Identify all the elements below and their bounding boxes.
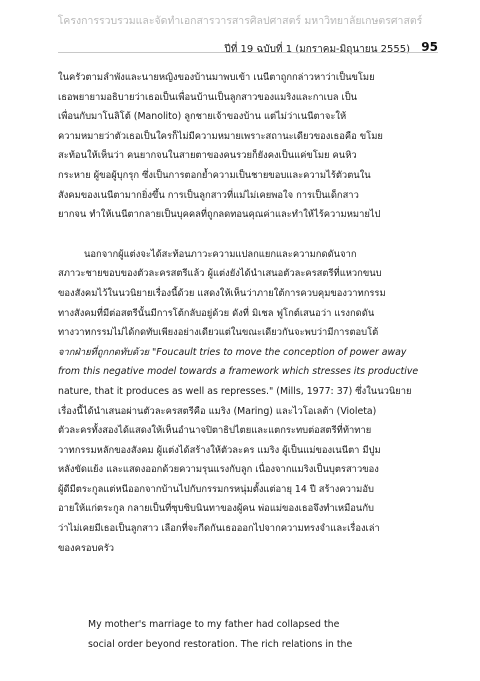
text-line: สะท้อนให้เห็นว่า คนยากจนในสายตาของคนรวยก็ยังคงเป็นแค่ขโมย คนหิว <box>58 150 357 162</box>
text-line: เธอพยายามอธิบายว่าเธอเป็นเพื่อนบ้านเป็นลูกสาวของแมริงและกาเบล เป็น <box>58 91 358 103</box>
page-number: 95 <box>421 40 438 54</box>
quote-line: social order beyond restoration. The rich relations in the <box>88 638 353 650</box>
text-line: อายให้แก่ตระกูล กลายเป็นที่ซุบซิบนินทาของผู้คน พ่อแม่ของเธอจึงทำเหมือนกับ <box>58 503 374 515</box>
header-divider <box>58 52 438 53</box>
block-quote <box>88 613 438 652</box>
text-line: ผู้ดีมีตระกูลแต่หนีออกจากบ้านไปกับกรรมกรหนุ่มตั้งแต่อายุ 14 ปี สร้างความอับ <box>58 483 374 495</box>
text-line: หลังขัดแย้ง และแสดงออกด้วยความรุนแรงกับลูก เนื่องจากแมริงเป็นบุตรสาวของ <box>58 464 379 476</box>
article-body <box>58 68 446 558</box>
project-header-watermark: โครงการรวบรวมและจัดทำเอกสารวารสารศิลปศาสตร์ มหาวิทยาลัยเกษตรศาสตร์ <box>57 15 423 27</box>
paragraph-1 <box>58 68 446 225</box>
text-line: ทางวาทกรรมไม่ได้กดทับเพียงอย่างเดียวแต่ในขณะเดียวกันจะพบว่ามีการตอบโต้ <box>58 327 379 339</box>
text-line: ในครัวตามลำพังและนายหญิงของบ้านมาพบเข้า เนนีตาถูกกล่าวหาว่าเป็นขโมย <box>58 72 375 83</box>
text-line: from this negative model towards a framework which stresses its productive <box>58 366 419 378</box>
text-line: ของครอบครัว <box>58 542 115 554</box>
text-line: ความหมายว่าตัวเธอเป็นใครก็ไม่มีความหมายเพราะสถานะเดียวของเธอคือ ขโมย <box>58 130 383 142</box>
paragraph-gap <box>58 225 446 245</box>
text-line: วาทกรรมหลักของสังคม ผู้แต่งได้สร้างให้ตัวละคร แมริง ผู้เป็นแม่ของเนนีตา มีปูม <box>58 444 381 456</box>
quote-line: My mother's marriage to my father had collapsed the <box>88 619 340 630</box>
text-line: สภาวะชายขอบของตัวละครสตรีแล้ว ผู้แต่งยังได้นำเสนอตัวละครสตรีที่แหวกขนบ <box>58 268 382 280</box>
text-line: ว่าไม่เคยมีเธอเป็นลูกสาว เลือกที่จะกีดกันเธอออกไปจากความทรงจำและเรื่องเล่า <box>58 523 380 535</box>
text-line: nature, that it produces as well as represses." (Mills, 1977: 37) ซึ่งในนวนิยาย <box>58 385 412 397</box>
text-line: ตัวละครทั้งสองได้แสดงให้เห็นอำนาจปิตาธิปไตยและแตกระทบต่อสตรีที่ท้าทาย <box>58 425 372 437</box>
text-line: สังคมของเนนีตามากยิ่งขึ้น การเป็นลูกสาวที่แม่ไม่เคยพอใจ การเป็นเด็กสาว <box>58 189 359 201</box>
text-line: เพื่อนกับมาโนลิโต้ (Manolito) ลูกชายเจ้าของบ้าน แต่ไม่ว่าเนนีตาจะให้ <box>58 111 347 123</box>
text-line: เรื่องนี้ได้นำเสนอผ่านตัวละครสตรีคือ แมริง (Maring) และไวโอเลต้า (Violeta) <box>58 405 377 417</box>
issue-info: ปีที่ 19 ฉบับที่ 1 (มกราคม-มิถุนายน 2555) <box>224 44 410 55</box>
text-line: ยากจน ทำให้เนนีตากลายเป็นบุคคลที่ถูกลดทอนคุณค่าและทำให้ไร้ความหมายไป <box>58 209 381 221</box>
text-line: กระหาย ผู้ขอผู้บุกรุก ซึ่งเป็นการตอกย้ำความเป็นชายขอบและความไร้ตัวตนใน <box>58 169 371 181</box>
text-line-indented: นอกจากผู้แต่งจะได้สะท้อนภาวะความแปลกแยกและความกดดันจาก <box>84 248 357 260</box>
paragraph-2 <box>58 245 446 559</box>
text-line: ทางสังคมที่มีต่อสตรีนั้นมีการโต้กลับอยู่ด้วย ดังที่ มิเชล ฟูโกต์เสนอว่า แรงกดดัน <box>58 307 375 319</box>
text-line: จากฝ่ายที่ถูกกดทับด้วย "Foucault tries to move the conception of power away <box>58 346 407 358</box>
text-line: ของสังคมไว้ในนวนิยายเรื่องนี้ด้วย แสดงให้เห็นว่าภายใต้การควบคุมของวาทกรรม <box>58 287 386 299</box>
